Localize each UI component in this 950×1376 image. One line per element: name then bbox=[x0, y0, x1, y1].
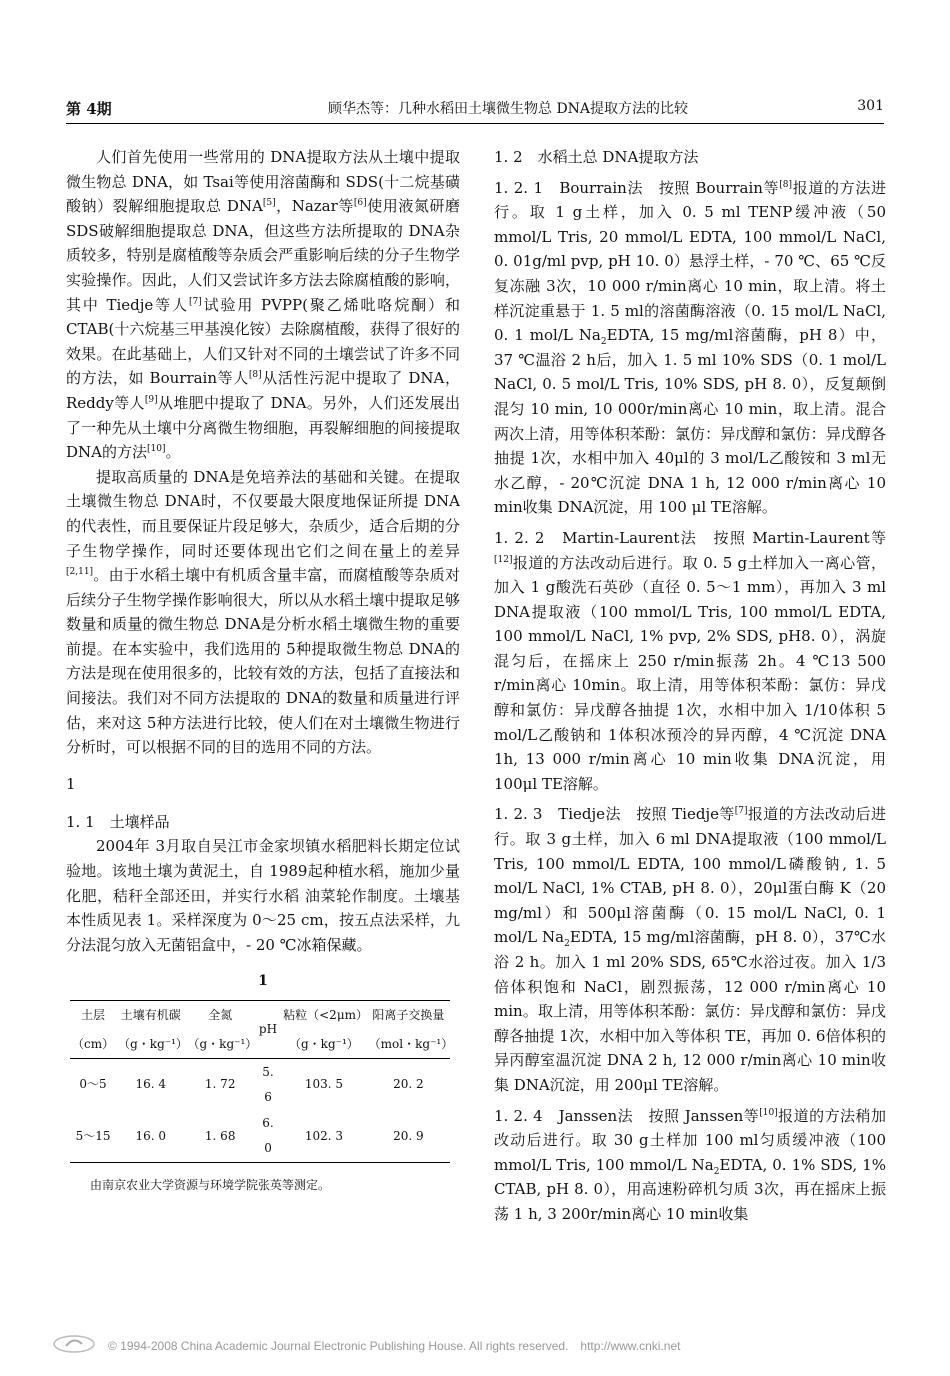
intro-paragraph-2: 提取高质量的 DNA是免培养法的基础和关键。在提取土壤微生物总 DNA时，不仅要最大限度地保证所提 DNA的代表性，而且要保证片段足够大，杂质少，适合后期的分子生物学操作，同时还要体现出它们之间在量上的差异[2,11]。由于水稻土壤中有机质含量丰富，而腐植酸等杂质对后续分子生物学操作影响很大，所以从水稻土壤中提取足够数量和质量的微生物总 DNA是分析水稻土壤微生物的重要前提。在本实验中，我们选用的 5种提取微生物总 DNA的方法是现在使用很多的，比较有效的方法，包括了直接法和间接法。我们对不同方法提取的 DNA的数量和质量进行评估，来对这 5种方法进行比较，使人们在对土壤微生物进行分析时，可以根据不同的目的选用不同的方法。 bbox=[66, 467, 460, 757]
page-number: 301 bbox=[857, 98, 884, 114]
table-header: 全氮 bbox=[208, 1008, 233, 1022]
citation: [7] bbox=[734, 806, 748, 817]
table-header: 土层 bbox=[81, 1008, 106, 1022]
copyright-footer bbox=[52, 1334, 892, 1356]
copyright-text: © 1994-2008 China Academic Journal Electronic Publishing House. All rights reserved. http://www.cnki.net bbox=[108, 1339, 681, 1353]
method-bourrain: 1. 2. 1 Bourrain法 按照 Bourrain等[8]报道的方法进行。取 1 g土样，加入 0. 5 ml TENP缓冲液（50 mmol/L Tris, 20 mmol/L EDTA, 100 mmol/L NaCl, 0. 01g/ml pvp, pH 10. 0）悬浮土样，- 70 ℃、65 ℃反复冻融 3次，10 000 r/min离心 10 min，取上清。将土样沉淀重悬于 1. 5 ml的溶菌酶溶液（0. 15 mol/L NaCl, 0. 1 mol/L $Na_2EDTA$, 15 mg/ml溶菌酶，pH 8）中，37 ℃温浴 2 h后，加入 1. 5 ml 10% SDS（0. 1 mol/L NaCl, 0. 5 mol/L Tris, 10% SDS, pH 8. 0），反复颠倒混匀 10 min, 10 000r/min离心 10 min，取上清。混合两次上清，用等体积苯酚：氯仿：异戊醇和氯仿：异戊醇各抽提 1次，水相中加入 40μl的 3 mol/L乙酸铵和 3 ml无水乙醇，- 20℃沉淀 DNA 1 h, 12 000 r/min离心 10 min收集 DNA沉淀，用 100 μl TE溶解。 bbox=[494, 178, 887, 517]
table-title: 1 bbox=[258, 973, 268, 990]
method-janssen: 1. 2. 4 Janssen法 按照 Janssen等[10]报道的方法稍加改动后进行。取 30 g土样加 100 ml匀质缓冲液（100 mmol/L Tris, 100 mmol/L $Na_2EDTA$, 0. 1% SDS, 1% CTAB, pH 8. 0），用高速粉碎机匀质 3次，再在摇床上振荡 1 h, 3 200r/min离心 10 min收集 bbox=[494, 1106, 886, 1223]
table-note: 由南京农业大学资源与环境学院张英等测定。 bbox=[90, 1177, 331, 1192]
header-rule bbox=[66, 123, 884, 124]
method-tiedje: 1. 2. 3 Tiedje法 按照 Tiedje等[7]报道的方法改动后进行。取 3 g土样，加入 6 ml DNA提取液（100 mmol/L Tris, 100 mmol/L EDTA, 100 mmol/L磷酸钠, 1. 5 mol/L NaCl, 1% CTAB, pH 8. 0），20μl蛋白酶 K（20 mg/ml）和 500μl溶菌酶（0. 15 mol/L NaCl, 0. 1 mol/L $Na_2EDTA$, 15 mg/ml溶菌酶，pH 8. 0），37℃水浴 2 h。加入 1 ml 20% SDS, 65℃水浴过夜。加入 1/3倍体积饱和 NaCl，剧烈振荡，12 000 r/min离心 10 min。取上清，用等体积苯酚：氯仿：异戊醇和氯仿：异戊醇各抽提 1次，水相中加入等体积 TE，再加 0. 6倍体积的异丙醇室温沉淀 DNA 2 h, 12 000 r/min离心 10 min收集 DNA沉淀，用 200μl TE溶解。 bbox=[494, 805, 886, 1094]
cnki-logo-icon bbox=[52, 1334, 96, 1354]
citation: [10] bbox=[146, 444, 166, 455]
table-unit: （cm） bbox=[72, 1036, 115, 1051]
table-unit: （g・kg⁻¹） bbox=[118, 1036, 188, 1051]
table-row: 5～15 16. 0 1. 68 6. 0 102. 3 20. 9 bbox=[70, 1110, 450, 1162]
citation: [2,11] bbox=[66, 567, 94, 578]
citation: [8] bbox=[248, 370, 262, 381]
table-header: 阳离子交换量 bbox=[372, 1008, 445, 1022]
method-martin-laurent: 1. 2. 2 Martin-Laurent法 按照 Martin-Laurent等[12]报道的方法改动后进行。取 0. 5 g土样加入一离心管，加入 1 g酸洗石英砂（直径 0. 5～1 mm），再加入 3 ml DNA提取液（100 mmol/L Tris, 100 mmol/L EDTA, 100 mmol/L NaCl, 1% pvp, 2% SDS, pH8. 0），涡旋混匀后，在摇床上 250 r/min振荡 2h。4 ℃13 500 r/min离心 10min。取上清，用等体积苯酚：氯仿：异戊醇和氯仿：异戊醇各抽提 1次，水相中加入 1/10体积 5 mol/L乙酸钠和 1体积冰预冷的异丙醇，4 ℃沉淀 DNA 1h, 13 000 r/min离心 10 min收集 DNA沉淀，用 100μl TE溶解。 bbox=[494, 528, 886, 793]
issue-label: 第 4期 bbox=[66, 100, 112, 118]
table-row: 0～5 16. 4 1. 72 5. 6 103. 5 20. 2 bbox=[79, 1065, 424, 1104]
table-unit: （g・kg⁻¹） bbox=[187, 1036, 258, 1051]
citation: [5] bbox=[262, 198, 276, 209]
section-1-1-text: 2004年 3月取自吴江市金家坝镇水稻肥料长期定位试验地。该地土壤为黄泥土，自 1989起种植水稻，施加少量化肥，秸秆全部还田，并实行水稻 油菜轮作制度。土壤基本性质见表 1。采样深度为 0～25 cm，按五点法采样，九分法混匀放入无菌铝盒中，- 20 ℃冰箱保藏。 bbox=[66, 837, 460, 954]
running-header bbox=[66, 98, 884, 124]
soil-properties-table bbox=[70, 1000, 454, 1163]
section-1-2-heading: 1. 2 水稻土总 DNA提取方法 bbox=[494, 148, 699, 166]
citation: [10] bbox=[759, 1107, 778, 1118]
running-title: 顾华杰等：几种水稻田土壤微生物总 DNA提取方法的比较 bbox=[328, 101, 689, 117]
citation: [9] bbox=[144, 394, 158, 405]
table-header: 粘粒（<2μm） bbox=[283, 1008, 368, 1022]
right-column bbox=[494, 145, 886, 1227]
table-header: pH bbox=[258, 1022, 278, 1037]
section-1-1-heading: 1. 1 土壤样品 bbox=[66, 812, 170, 831]
section-number: 1 bbox=[66, 774, 76, 793]
left-column bbox=[66, 145, 460, 1197]
table-unit: （g・kg⁻¹） bbox=[289, 1036, 359, 1051]
citation: [7] bbox=[188, 296, 202, 307]
citation: [12] bbox=[494, 554, 513, 565]
citation: [6] bbox=[353, 198, 367, 209]
table-unit: （mol・kg⁻¹） bbox=[368, 1036, 454, 1051]
citation: [8] bbox=[779, 179, 793, 190]
table-header: 土壤有机碳 bbox=[120, 1008, 181, 1022]
intro-paragraph-1: 人们首先使用一些常用的 DNA提取方法从土壤中提取微生物总 DNA，如 Tsai等使用溶菌酶和 SDS(十二烷基磺酸钠）裂解细胞提取总 DNA[5]，Nazar等[6]使用液氮研磨 SDS破解细胞提取总 DNA，但这些方法所提取的 DNA杂质较多，特别是腐植酸等杂质会严重影响后续的分子生物学实验操作。因此，人们又尝试许多方法去除腐植酸的影响，其中 Tiedje等人[7]试验用 PVPP(聚乙烯吡咯烷酮）和 CTAB(十六烷基三甲基溴化铵）去除腐植酸，获得了很好的效果。在此基础上，人们又针对不同的土壤尝试了许多不同的方法，如 Bourrain等人[8]从活性污泥中提取了 DNA，Reddy等人[9]从堆肥中提取了 DNA。另外，人们还发展出了一种先从土壤中分离微生物细胞，再裂解细胞的间接提取 DNA的方法[10]。 bbox=[66, 148, 461, 462]
